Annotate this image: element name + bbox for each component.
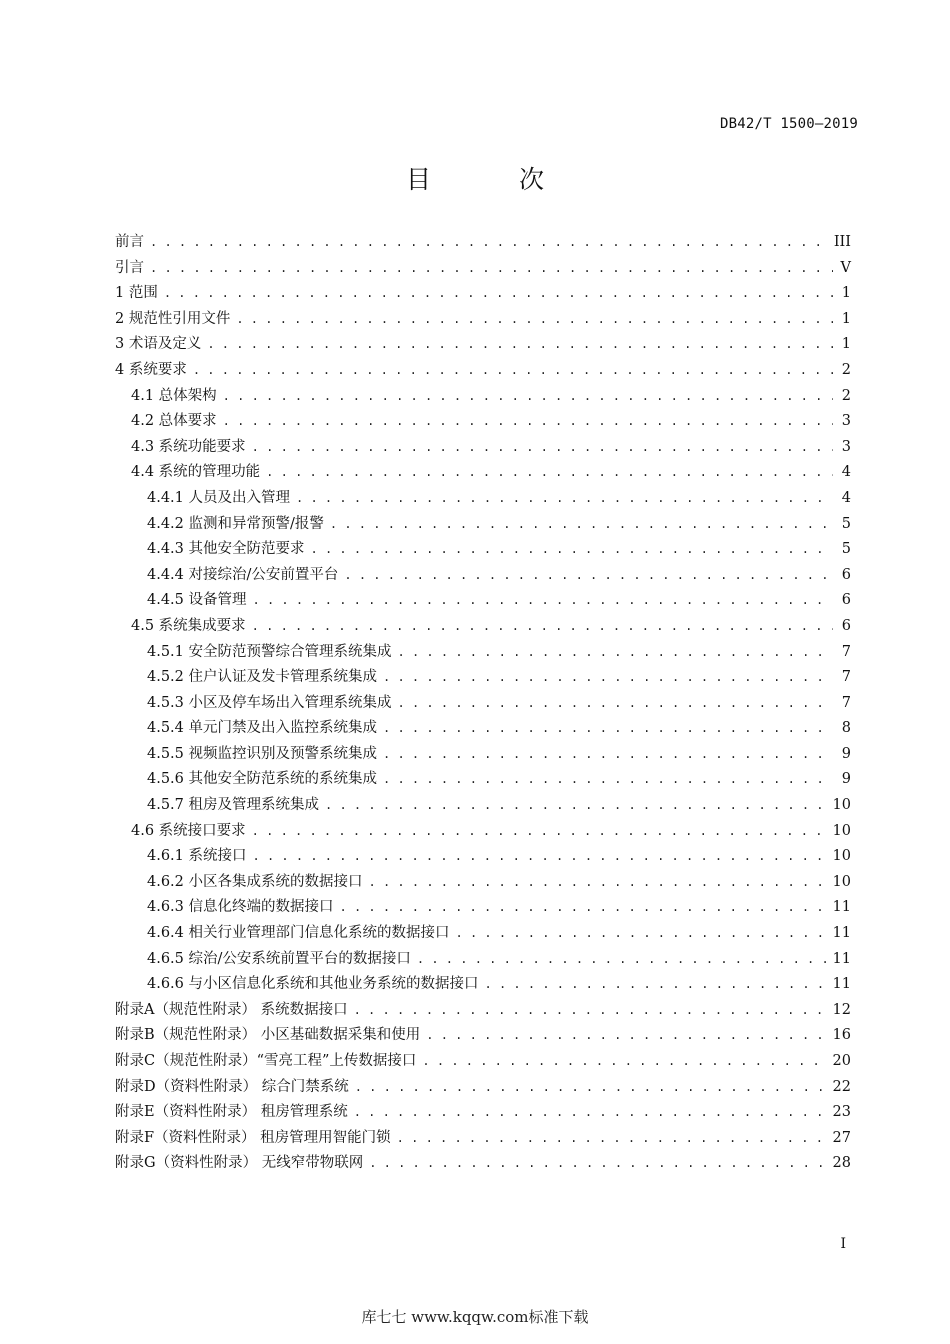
toc-entry-label: 引言 <box>115 259 144 276</box>
toc-dot-leader <box>223 384 833 410</box>
toc-entry-page: 10 <box>832 797 851 814</box>
toc-dot-leader <box>485 972 827 998</box>
toc-entry[interactable] <box>115 588 851 614</box>
toc-entry-label: 4.6.3 信息化终端的数据接口 <box>147 899 334 916</box>
toc-entry-page: V <box>840 259 851 276</box>
toc-dot-leader <box>369 1151 826 1177</box>
toc-dot-leader <box>252 819 827 845</box>
toc-dot-leader <box>354 1100 827 1126</box>
toc-entry[interactable] <box>115 1151 851 1177</box>
toc-entry-page: 22 <box>832 1078 851 1095</box>
toc-entry[interactable] <box>115 460 851 486</box>
toc-entry-page: 6 <box>841 617 851 634</box>
toc-entry[interactable] <box>115 230 851 256</box>
toc-entry-label: 4.5.1 安全防范预警综合管理系统集成 <box>147 643 392 660</box>
toc-dot-leader <box>296 486 833 512</box>
toc-entry[interactable] <box>115 870 851 896</box>
toc-dot-leader <box>150 230 828 256</box>
toc-entry-page: 27 <box>832 1129 851 1146</box>
toc-entry[interactable] <box>115 921 851 947</box>
toc-entry-page: 28 <box>832 1155 851 1172</box>
toc-entry[interactable] <box>115 435 851 461</box>
toc-entry[interactable] <box>115 819 851 845</box>
toc-entry-page: 10 <box>832 873 851 890</box>
toc-dot-leader <box>150 256 833 282</box>
toc-entry[interactable] <box>115 998 851 1024</box>
toc-entry-label: 4 系统要求 <box>115 361 187 378</box>
document-code: DB42/T 1500—2019 <box>719 116 858 132</box>
toc-dot-leader <box>369 870 827 896</box>
toc-dot-leader <box>330 512 833 538</box>
toc-entry[interactable] <box>115 409 851 435</box>
toc-dot-leader <box>398 640 833 666</box>
toc-entry-page: 20 <box>832 1053 851 1069</box>
toc-entry-label: 4.4.3 其他安全防范要求 <box>147 541 305 558</box>
toc-entry-label: 4.5.7 租房及管理系统集成 <box>147 797 320 814</box>
toc-entry-label: 4.2 总体要求 <box>131 413 217 430</box>
toc-entry-label: 附录D（资料性附录） 综合门禁系统 <box>115 1078 349 1095</box>
toc-entry-label: 1 范围 <box>115 285 158 302</box>
toc-dot-leader <box>252 435 833 461</box>
toc-dot-leader <box>253 588 833 614</box>
toc-dot-leader <box>207 332 833 358</box>
toc-entry[interactable] <box>115 895 851 921</box>
toc-entry-page: 16 <box>832 1027 851 1044</box>
toc-entry[interactable] <box>115 844 851 870</box>
toc-entry-label: 附录G（资料性附录） 无线窄带物联网 <box>115 1155 364 1172</box>
toc-dot-leader <box>193 358 833 384</box>
toc-dot-leader <box>456 921 827 947</box>
toc-entry-label: 4.6 系统接口要求 <box>131 822 246 839</box>
toc-entry-label: 2 规范性引用文件 <box>115 310 231 327</box>
toc-entry-page: 1 <box>841 336 851 353</box>
toc-entry-page: 11 <box>832 899 851 916</box>
toc-entry-label: 4.5.3 小区及停车场出入管理系统集成 <box>147 694 392 711</box>
toc-entry-label: 4.4.1 人员及出入管理 <box>147 489 291 506</box>
toc-entry-label: 4.4.4 对接综治/公安前置平台 <box>147 566 339 583</box>
toc-entry-page: 1 <box>841 285 851 302</box>
toc-entry-page: 10 <box>832 848 851 865</box>
toc-entry-page: 12 <box>832 1001 851 1018</box>
toc-entry-page: 3 <box>841 413 851 430</box>
toc-dot-leader <box>344 563 833 589</box>
toc-entry[interactable] <box>115 281 851 307</box>
toc-entry-label: 4.6.6 与小区信息化系统和其他业务系统的数据接口 <box>147 976 479 993</box>
toc-entry-label: 4.4.2 监测和异常预警/报警 <box>147 515 324 532</box>
toc-entry[interactable] <box>115 947 851 973</box>
toc-entry[interactable] <box>115 1023 851 1049</box>
toc-entry-label: 4.5 系统集成要求 <box>131 617 246 634</box>
toc-entry[interactable] <box>115 742 851 768</box>
toc-entry-page: 11 <box>832 976 851 993</box>
toc-entry-page: 9 <box>841 771 851 788</box>
toc-entry-label: 附录F（资料性附录） 租房管理用智能门锁 <box>115 1129 391 1146</box>
toc-entry-page: 10 <box>832 822 851 839</box>
toc-entry[interactable] <box>115 332 851 358</box>
toc-entry-label: 4.6.5 综治/公安系统前置平台的数据接口 <box>147 950 411 967</box>
toc-entry[interactable] <box>115 563 851 589</box>
toc-entry-label: 4.6.1 系统接口 <box>147 848 247 865</box>
toc-entry[interactable] <box>115 1075 851 1101</box>
footer-watermark: 库七七 www.kqqw.com标准下载 <box>361 1308 589 1326</box>
toc-entry[interactable] <box>115 716 851 742</box>
toc-entry-label: 4.6.4 相关行业管理部门信息化系统的数据接口 <box>147 925 450 942</box>
toc-entry-label: 4.5.6 其他安全防范系统的系统集成 <box>147 771 378 788</box>
toc-dot-leader <box>398 691 833 717</box>
toc-entry-page: 8 <box>841 720 851 737</box>
toc-entry-label: 4.4.5 设备管理 <box>147 592 247 609</box>
toc-dot-leader <box>383 716 833 742</box>
toc-entry-page: 6 <box>841 592 851 609</box>
page-title: 目 次 <box>406 165 584 194</box>
toc-entry-page: 5 <box>841 515 851 532</box>
toc-dot-leader <box>383 742 833 768</box>
toc-entry[interactable] <box>115 665 851 691</box>
toc-entry[interactable] <box>115 767 851 793</box>
toc-dot-leader <box>417 947 827 973</box>
toc-entry-page: 9 <box>841 745 851 762</box>
toc-entry-label: 4.5.5 视频监控识别及预警系统集成 <box>147 745 378 762</box>
toc-entry-page: 23 <box>832 1104 851 1121</box>
toc-entry[interactable] <box>115 358 851 384</box>
toc-entry-page: 3 <box>841 438 851 455</box>
toc-entry-label: 4.5.4 单元门禁及出入监控系统集成 <box>147 720 378 737</box>
toc-entry[interactable] <box>115 512 851 538</box>
toc-dot-leader <box>354 998 827 1024</box>
toc-entry-page: 2 <box>841 361 851 378</box>
toc-dot-leader <box>164 281 833 307</box>
toc-entry-page: 7 <box>841 669 851 686</box>
toc-entry-page: 11 <box>832 950 851 967</box>
toc-entry-page: 4 <box>841 464 851 481</box>
toc-entry[interactable] <box>115 384 851 410</box>
page-number: I <box>840 1236 846 1252</box>
toc-entry-page: 7 <box>841 643 851 660</box>
toc-entry[interactable] <box>115 1100 851 1126</box>
toc-dot-leader <box>236 307 833 333</box>
toc-dot-leader <box>340 895 827 921</box>
toc-dot-leader <box>383 767 833 793</box>
toc-entry-label: 4.5.2 住户认证及发卡管理系统集成 <box>147 669 378 686</box>
toc-entry[interactable] <box>115 307 851 333</box>
toc-entry[interactable] <box>115 537 851 563</box>
table-of-contents <box>115 230 851 1177</box>
toc-entry-label: 附录B（规范性附录） 小区基础数据采集和使用 <box>115 1027 421 1044</box>
toc-entry[interactable] <box>115 486 851 512</box>
toc-dot-leader <box>252 614 833 640</box>
toc-entry[interactable] <box>115 1126 851 1152</box>
toc-dot-leader <box>223 409 833 435</box>
toc-dot-leader <box>355 1075 827 1101</box>
toc-entry-page: 5 <box>841 541 851 558</box>
toc-entry[interactable] <box>115 614 851 640</box>
toc-entry[interactable] <box>115 1049 851 1075</box>
toc-entry[interactable] <box>115 640 851 666</box>
toc-entry-label: 4.1 总体架构 <box>131 387 217 404</box>
toc-dot-leader <box>426 1023 826 1049</box>
toc-entry-page: III <box>833 234 851 250</box>
toc-dot-leader <box>325 793 827 819</box>
toc-entry-label: 4.3 系统功能要求 <box>131 438 246 455</box>
toc-dot-leader <box>397 1126 827 1152</box>
toc-entry-page: 6 <box>841 566 851 583</box>
toc-dot-leader <box>253 844 827 870</box>
toc-dot-leader <box>422 1049 826 1075</box>
toc-entry-page: 11 <box>832 925 851 942</box>
toc-dot-leader <box>383 665 833 691</box>
toc-entry-label: 3 术语及定义 <box>115 336 202 353</box>
toc-entry-label: 附录E（资料性附录） 租房管理系统 <box>115 1104 348 1121</box>
toc-entry[interactable] <box>115 256 851 282</box>
toc-dot-leader <box>311 537 833 563</box>
toc-entry[interactable] <box>115 972 851 998</box>
toc-entry-page: 7 <box>841 694 851 711</box>
toc-entry-label: 附录C（规范性附录）“雪亮工程”上传数据接口 <box>115 1053 417 1069</box>
toc-entry-label: 附录A（规范性附录） 系统数据接口 <box>115 1001 348 1018</box>
toc-entry-page: 4 <box>841 489 851 506</box>
toc-entry-label: 前言 <box>115 234 144 250</box>
toc-entry-page: 2 <box>841 387 851 404</box>
toc-dot-leader <box>266 460 833 486</box>
toc-entry[interactable] <box>115 793 851 819</box>
toc-entry-label: 4.4 系统的管理功能 <box>131 464 261 481</box>
toc-entry-page: 1 <box>841 310 851 327</box>
toc-entry[interactable] <box>115 691 851 717</box>
toc-entry-label: 4.6.2 小区各集成系统的数据接口 <box>147 873 363 890</box>
